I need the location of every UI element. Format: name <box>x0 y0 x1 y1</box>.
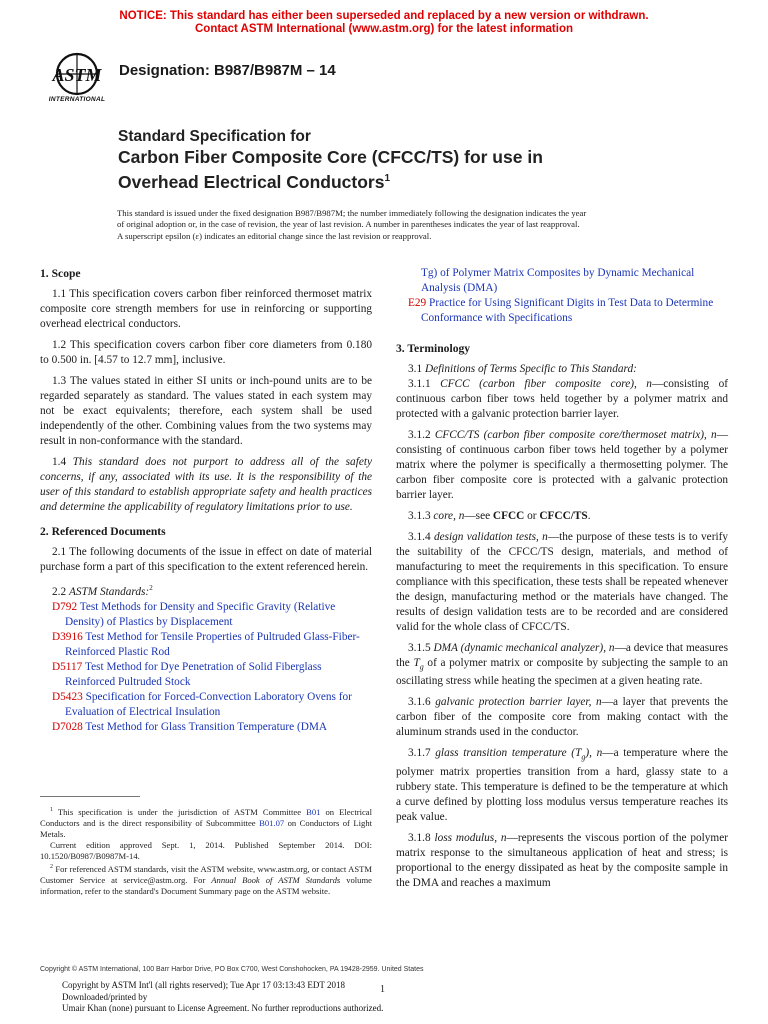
paragraph-1-3: 1.3 The values stated in either SI units or inch-pound units are to be regarded separately as standard. The values stated in each system may not be exact equivalents; therefore, each system shall be used independently of the other. Combining values from the two systems may result in non-conformance with the standard. <box>40 375 372 447</box>
right-column <box>396 266 728 891</box>
footnote-link-b01-07[interactable]: B01.07 <box>259 817 285 828</box>
reference-continuation[interactable]: Tg) of Polymer Matrix Composites by Dynamic Mechanical Analysis (DMA) <box>421 267 695 294</box>
title-footnote-mark: 1 <box>384 173 391 184</box>
definition-3-1-1: 3.1.1 CFCC (carbon fiber composite core), n—consisting of continuous carbon fiber tows held together by a polymer matrix and protected with a galvanic protection barrier layer. <box>396 378 728 420</box>
title-line-1: Standard Specification for <box>118 128 311 145</box>
definition-3-1-7: 3.1.7 glass transition temperature $(T_g)$, n—a temperature where the polymer matrix properties transition from a hard, glassy state to a rubbery state. This temperature is defined to be the temperature at which a curve defined by plotting loss modulus versus temperature reaches its peak value. <box>396 747 729 823</box>
reference-title: Test Method for Tensile Properties of Pultruded Glass-Fiber-Reinforced Plastic Rod <box>65 630 360 658</box>
standard-title <box>118 127 678 193</box>
paragraph-1-1: 1.1 This specification covers carbon fiber reinforced thermoset matrix composite core strength members for use in reinforcing or supporting overhead electrical conductors. <box>40 288 372 330</box>
title-line-3: Overhead Electrical Conductors$^1$ <box>118 171 391 192</box>
section-heading-terminology: 3. Terminology <box>396 342 471 355</box>
designation: Designation: B987/B987M – 14 <box>119 62 336 79</box>
paragraph-3-1: 3.1 Definitions of Terms Specific to This Standard: <box>408 363 637 375</box>
section-heading-referenced-documents: 2. Referenced Documents <box>40 525 166 538</box>
reference-code: D5423 <box>52 690 83 703</box>
reference-title: Practice for Using Significant Digits in Test Data to Determine Conformance with Specifications <box>421 297 714 324</box>
definition-3-1-4: 3.1.4 design validation tests, n—the purpose of these tests is to verify the suitability of the CFCC/TS design, materials, and method of manufacturing to meet the requirements in this specification. To ensure compliance with this specification, these tests shall be repeated whenever the design, manufacturing method or the materials have changed. The results of design validation tests are to be recorded and are considered valid for the whole class of CFCC/TS. <box>396 531 729 633</box>
logo-international-text: INTERNATIONAL <box>48 96 106 103</box>
footnote-2: $^2$ For referenced ASTM standards, visit the ASTM website, www.astm.org, or contact ASTM Customer Service at service@astm.org. For Annual Book of ASTM Standards volume information, refer to the standard's Document Summary page on the ASTM website. <box>40 863 372 896</box>
reference-title: Test Methods for Density and Specific Gravity (Relative Density) of Plastics by Displacement <box>65 600 336 628</box>
paragraph-2-2: 2.2 ASTM Standards:$^2$ <box>52 584 153 598</box>
definition-3-1-2: 3.1.2 CFCC/TS (carbon fiber composite core/thermoset matrix), n—consisting of continuous carbon fiber tows held together by a polymer matrix where the polymer is specifically a thermosetting polymer. The carbon fiber composite core is protected with a galvanic protection barrier layer. <box>396 429 728 501</box>
astm-logo <box>42 52 112 106</box>
definition-3-1-6: 3.1.6 galvanic protection barrier layer, n—a layer that prevents the carbon fiber of the composite core from making contact with the aluminum strands used in the conductor. <box>396 696 729 739</box>
page-number: 1 <box>380 984 385 995</box>
withdrawal-notice <box>0 10 768 36</box>
reference-code: D792 <box>52 600 78 613</box>
reference-code: E29 <box>408 297 427 309</box>
svg-text:ASTM: ASTM <box>52 65 102 85</box>
reference-title: Test Method for Dye Penetration of Solid Fiberglass Reinforced Pultruded Stock <box>65 660 322 688</box>
left-column <box>40 266 372 735</box>
reference-title: Test Method for Glass Transition Temperature (DMA <box>85 720 328 733</box>
reference-item[interactable] <box>40 690 372 720</box>
definition-3-1-3: 3.1.3 core, n—see CFCC or CFCC/TS. <box>408 510 591 522</box>
notice-line-1: NOTICE: This standard has either been superseded and replaced by a new version or withdrawn. <box>119 10 649 22</box>
footnote-1-edition: Current edition approved Sept. 1, 2014. Published September 2014. DOI: 10.1520/B0987/B0987M-14. <box>40 839 372 861</box>
paragraph-2-1: 2.1 The following documents of the issue in effect on date of material purchase form a part of this specification to the extent referenced herein. <box>40 546 372 573</box>
definition-3-1-5: 3.1.5 DMA (dynamic mechanical analyzer), n—a device that measures the $T_g$ of a polymer matrix or composite by subjecting the sample to an oscillating stress while heating the specimen at a given heating rate. <box>396 642 728 688</box>
footnote-1: $^1$ This specification is under the jurisdiction of ASTM Committee B01 on Electrical Conductors and is the direct responsibility of Subcommittee B01.07 on Conductors of Light Metals. <box>40 806 373 839</box>
reference-code: D3916 <box>52 630 83 643</box>
paragraph-1-2: 1.2 This specification covers carbon fiber core diameters from 0.180 to 0.500 in. [4.57 to 12.7 mm], inclusive. <box>40 339 372 366</box>
reference-code: D5117 <box>52 660 83 673</box>
reference-item[interactable] <box>396 296 728 326</box>
notice-line-2: Contact ASTM International (www.astm.org) for the latest information <box>194 23 574 35</box>
paragraph-1-4: 1.4 This standard does not purport to address all of the safety concerns, if any, associated with its use. It is the responsibility of the user of this standard to establish appropriate safety and health practices and determine the applicability of regulatory limitations prior to use. <box>40 456 373 513</box>
download-stamp: Copyright by ASTM Int'l (all rights reserved); Tue Apr 17 03:13:43 EDT 2018 Downloaded/printed by Umair Khan (none) pursuant to License Agreement. No further reproductions authorized. <box>62 980 384 1013</box>
copyright-line: Copyright © ASTM International, 100 Barr Harbor Drive, PO Box C700, West Conshohocken, PA 19428-2959. United States <box>40 966 424 973</box>
footnote-divider <box>40 796 140 797</box>
title-line-2: Carbon Fiber Composite Core (CFCC/TS) for use in <box>118 147 543 167</box>
reference-item[interactable] <box>40 600 372 630</box>
astm-logo-icon <box>42 52 112 98</box>
reference-item[interactable] <box>40 660 372 690</box>
reference-code: D7028 <box>52 720 83 733</box>
reference-item[interactable] <box>40 630 372 660</box>
footnotes <box>40 805 372 897</box>
reference-title: Specification for Forced-Convection Laboratory Ovens for Evaluation of Electrical Insulation <box>65 690 352 718</box>
section-heading-scope: 1. Scope <box>40 267 81 280</box>
issue-note: This standard is issued under the fixed designation B987/B987M; the number immediately following the designation indicates the year of original adoption or, in the case of revision, the year of last revision. A number in parentheses indicates the year of last reapproval. A superscript epsilon (ε) indicates an editorial change since the last revision or reapproval. <box>117 208 587 241</box>
definition-3-1-8: 3.1.8 loss modulus, n—represents the viscous portion of the polymer matrix response to the simultaneous application of heat and stress; is proportional to the energy dissipated as heat by the composite sample in the DMA and reaches a maximum <box>396 831 728 889</box>
reference-item[interactable] <box>40 720 372 735</box>
footnote-link-b01[interactable]: B01 <box>306 806 321 817</box>
